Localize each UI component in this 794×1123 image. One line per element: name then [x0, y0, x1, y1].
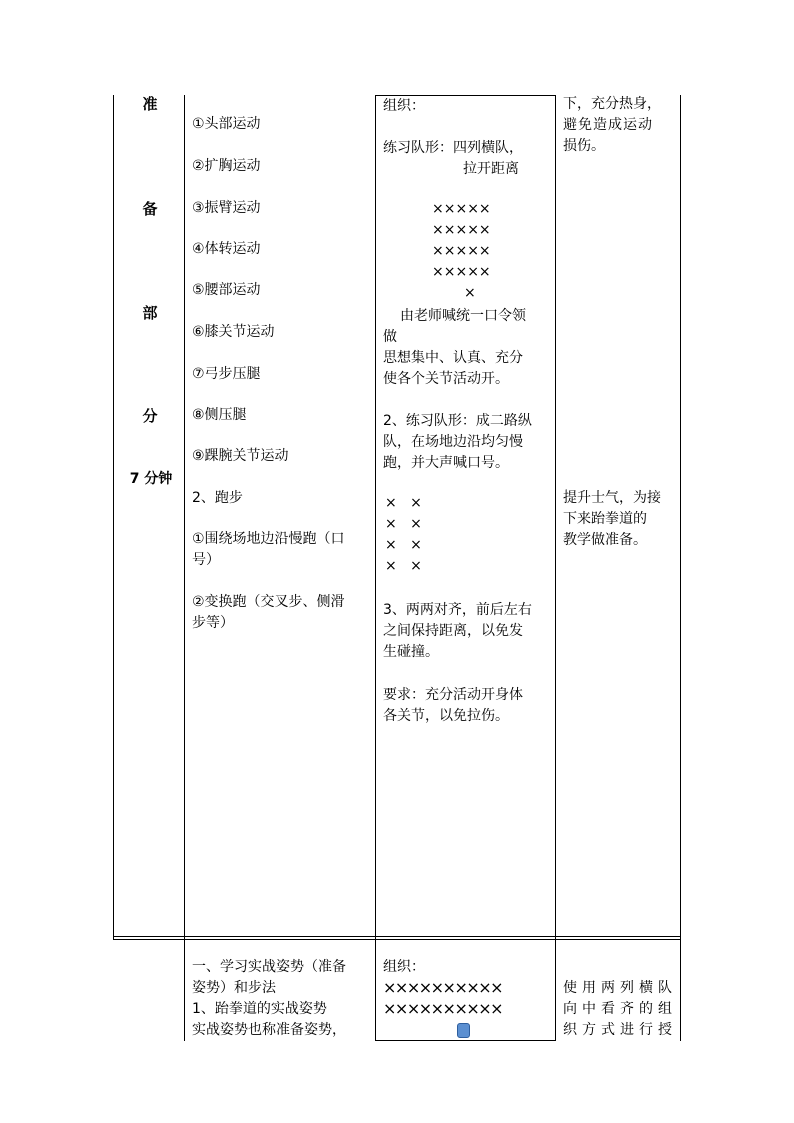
column-formation-row: × ×: [385, 558, 422, 574]
section-char-1: 准: [142, 95, 158, 113]
requirement-line-2: 各关节，以免拉伤。: [383, 708, 509, 724]
section2-content-line-3: 1、跆拳道的实战姿势: [192, 1001, 327, 1017]
formation-grid-row: ×××××: [432, 201, 491, 217]
purpose1-line-2: 避免造成运动: [563, 117, 653, 133]
run-item-1-line-1: ①围绕场地边沿慢跑（口: [192, 531, 345, 547]
formation3-line-3: 生碰撞。: [383, 644, 439, 660]
section-char-3: 部: [142, 304, 158, 322]
formation1-line-2: 拉开距离: [463, 161, 519, 177]
run-item-2-line-1: ②变换跑（交叉步、侧滑: [192, 594, 345, 610]
focus-line-2: 使各个关节活动开。: [383, 371, 509, 387]
section2-content-line-2: 姿势）和步法: [192, 980, 276, 996]
purpose2-line-2: 下来跆拳道的: [563, 511, 647, 527]
section-separator-2: [113, 939, 680, 940]
section2-purpose-line-2: 向中看齐的组: [563, 1001, 672, 1017]
exercise-item: ⑦弓步压腿: [192, 366, 261, 382]
formation1-line-1: 练习队形：四列横队，: [383, 140, 523, 156]
table-divider-2: [375, 95, 376, 1041]
exercise-item: ⑤腰部运动: [192, 282, 261, 298]
section-separator: [113, 936, 680, 937]
section2-content-line-4: 实战姿势也称准备姿势，: [192, 1022, 346, 1038]
section2-content-line-1: 一、学习实战姿势（准备: [192, 959, 346, 975]
exercise-item: ⑥膝关节运动: [192, 324, 275, 340]
purpose1-line-3: 损伤。: [563, 138, 605, 154]
formation2-line-2: 队，在场地边沿均匀慢: [383, 434, 523, 450]
section-time: 7 分钟: [129, 471, 173, 487]
section2-formation-row: ××××××××××: [383, 978, 503, 997]
purpose2-line-1: 提升士气，为接: [563, 490, 661, 506]
exercise-item: ②扩胸运动: [192, 158, 261, 174]
purpose1-line-1: 下，充分热身，: [563, 96, 661, 112]
table-divider-1: [184, 95, 185, 1041]
section-char-2: 备: [142, 200, 158, 218]
lead-line-1: 由老师喊统一口令领: [400, 308, 526, 324]
column-formation-row: × ×: [385, 495, 422, 511]
section2-purpose-line-1: 使用两列横队: [563, 980, 672, 996]
formation2-line-3: 跑，并大声喊口号。: [383, 455, 509, 471]
exercise-item: ①头部运动: [192, 116, 261, 132]
exercise-item: 2、跑步: [192, 490, 243, 506]
formation-grid-row: ×××××: [432, 222, 491, 238]
focus-line-1: 思想集中、认真、充分: [383, 350, 523, 366]
org-box-bottom: [375, 1040, 555, 1041]
section2-org-label: 组织：: [383, 959, 425, 975]
column-formation-row: × ×: [385, 516, 422, 532]
run-item-1-line-2: 号）: [192, 552, 220, 568]
section-char-4: 分: [142, 407, 158, 425]
purpose2-line-3: 教学做准备。: [563, 532, 647, 548]
org-label: 组织：: [383, 98, 425, 114]
column-formation-row: × ×: [385, 537, 422, 553]
formation3-line-1: 3、两两对齐，前后左右: [383, 602, 532, 618]
formation-grid-row: ×××××: [432, 243, 491, 259]
section2-purpose-line-3: 织方式进行授: [563, 1022, 672, 1038]
formation3-line-2: 之间保持距离，以免发: [383, 623, 523, 639]
table-border-left: [113, 95, 114, 940]
exercise-item: ⑨踝腕关节运动: [192, 448, 289, 464]
exercise-item: ④体转运动: [192, 241, 261, 257]
section2-formation-row: ××××××××××: [383, 999, 503, 1018]
requirement-line-1: 要求：充分活动开身体: [383, 687, 523, 703]
formation2-line-1: 2、练习队形：成二路纵: [383, 413, 532, 429]
exercise-item: ③振臂运动: [192, 200, 261, 216]
teacher-marker: ×: [464, 285, 476, 301]
formation-grid-row: ×××××: [432, 264, 491, 280]
exercise-item: ⑧侧压腿: [192, 407, 247, 423]
run-item-2-line-2: 步等）: [192, 615, 234, 631]
table-border-right: [680, 95, 681, 1041]
lead-line-2: 做: [383, 329, 397, 345]
teacher-marker-icon: [457, 1023, 470, 1038]
table-divider-3: [555, 95, 556, 1041]
